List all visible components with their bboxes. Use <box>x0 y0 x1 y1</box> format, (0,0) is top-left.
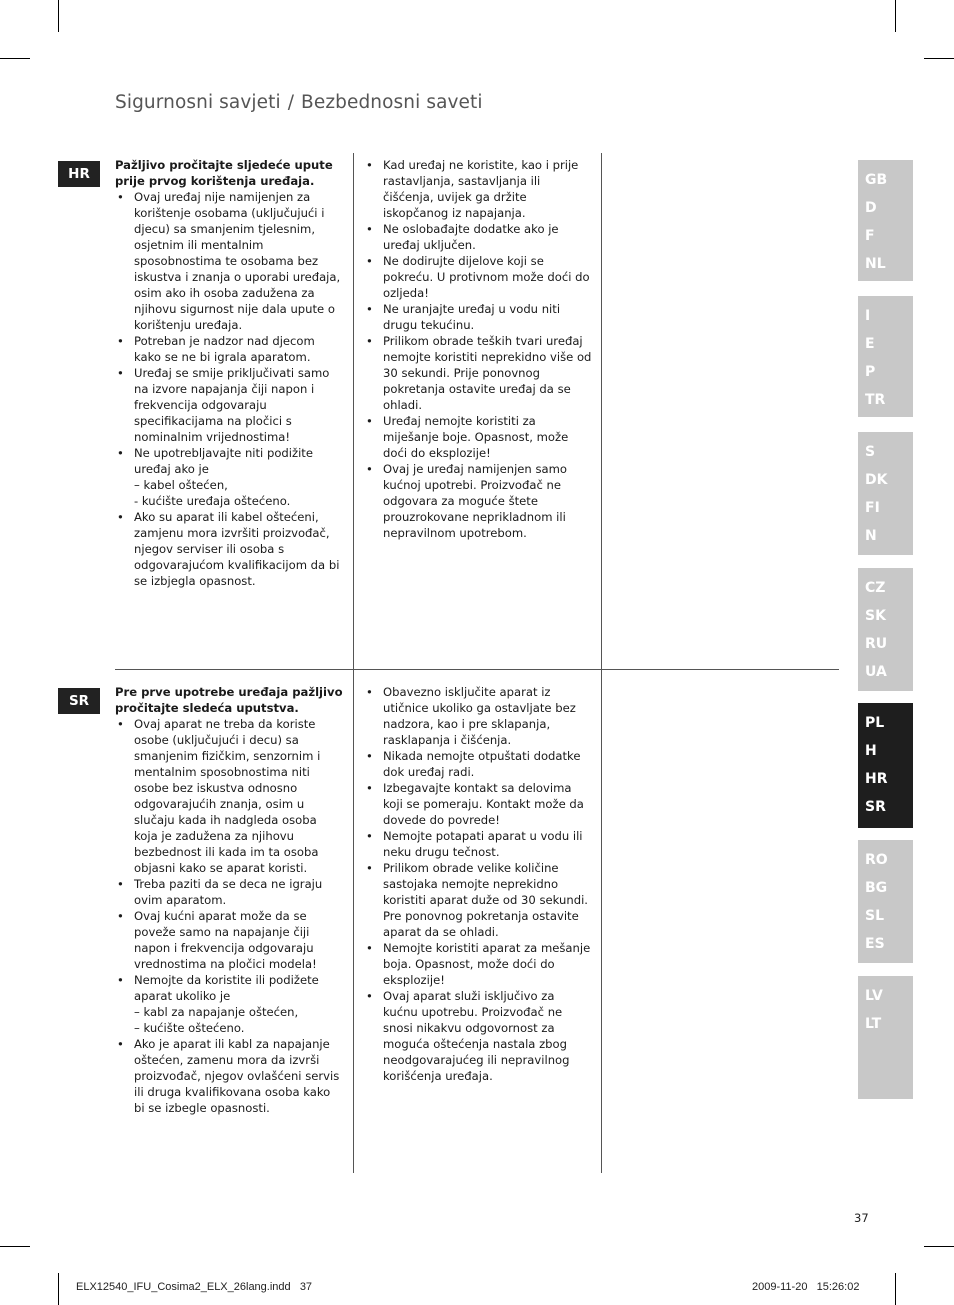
language-nav-ua[interactable]: UA <box>865 664 887 680</box>
crop-mark <box>58 1273 59 1305</box>
list-item: • Prilikom obrade teških tvari uređaj nemojte koristiti neprekidno više od 30 sekundi. Prije ponovnog pokretanja ostavite uređaj da se ohladi. <box>364 333 592 413</box>
crop-mark <box>0 1246 30 1247</box>
list-item: • Kad uređaj ne koristite, kao i prije rastavljanja, sastavljanja ili čišćenja, uvijek ga držite iskopčanog iz napajanja. <box>364 157 592 221</box>
list-item: • Potreban je nadzor nad djecom kako se ne bi igrala aparatom. <box>115 333 343 365</box>
language-nav-hr[interactable]: HR <box>865 771 888 787</box>
column-divider <box>353 153 354 669</box>
crop-mark <box>895 1273 896 1305</box>
footer-file-info: ELX12540_IFU_Cosima2_ELX_26lang.indd 37 <box>76 1281 313 1293</box>
sr-list-2 <box>364 684 592 1084</box>
language-nav-nl[interactable]: NL <box>865 256 886 272</box>
column-divider <box>601 153 602 669</box>
page-number: 37 <box>854 1211 869 1225</box>
language-nav-pl[interactable]: PL <box>865 715 885 731</box>
language-nav-sk[interactable]: SK <box>865 608 886 624</box>
sr-list-1 <box>115 716 343 1116</box>
language-nav-group-7 <box>858 976 913 1099</box>
language-nav-group-5-active <box>858 703 913 828</box>
language-nav-ro[interactable]: RO <box>865 852 888 868</box>
section-divider <box>115 669 839 670</box>
sr-column-2 <box>364 684 592 1084</box>
page-title <box>115 92 483 113</box>
list-item: • Ovaj kućni aparat može da se poveže samo na napajanje čiji napon i frekvencija odgovaraju vrednostima na pločici modela! <box>115 908 343 972</box>
hr-list-1 <box>115 189 343 589</box>
language-nav-group-6 <box>858 840 913 963</box>
language-nav-es[interactable]: ES <box>865 936 885 952</box>
language-badge-hr: HR <box>58 161 100 187</box>
language-nav-e[interactable]: E <box>865 336 875 352</box>
title-separator: / <box>287 92 295 113</box>
language-nav-gb[interactable]: GB <box>865 172 888 188</box>
language-nav-group-2 <box>858 296 913 417</box>
language-nav-cz[interactable]: CZ <box>865 580 886 596</box>
list-item: • Nikada nemojte otpuštati dodatke dok uređaj radi. <box>364 748 592 780</box>
language-nav-sr[interactable]: SR <box>865 799 886 815</box>
language-nav-fi[interactable]: FI <box>865 500 880 516</box>
list-item: • Prilikom obrade velike količine sastojaka nemojte neprekidno koristiti aparat duže od 30 sekundi. Pre ponovnog pokretanja ostavite aparat da se ohladi. <box>364 860 592 940</box>
language-nav-dk[interactable]: DK <box>865 472 888 488</box>
list-item: • Ovaj aparat ne treba da koriste osobe (uključujući i decu) sa smanjenim fizičkim, senzornim i mentalnim sposobnostima niti osobe bez iskustva odnosno odgovarajućih znanja, osim u slučaju kada ih nadgleda osoba koja je zadužena za njihovu bezbednost ili kada im ta osoba objasni kako se aparat koristi. <box>115 716 343 876</box>
list-item: • Ne oslobađajte dodatke ako je uređaj uključen. <box>364 221 592 253</box>
list-item: • Ovaj uređaj nije namijenjen za korištenje osobama (uključujući i djecu) sa smanjenim tjelesnim, osjetnim ili mentalnim sposobnostima te osobama bez iskustva i znanja o uporabi uređaja, osim ako ih osoba zadužena za njihovu sigurnost nije dala upute o korištenju uređaja. <box>115 189 343 333</box>
language-nav-ru[interactable]: RU <box>865 636 888 652</box>
language-nav-group-3 <box>858 432 913 555</box>
language-nav-bg[interactable]: BG <box>865 880 888 896</box>
title-sr: Bezbednosni saveti <box>301 92 483 113</box>
list-item: • Uređaj nemojte koristiti za miješanje boje. Opasnost, može doći do eksplozije! <box>364 413 592 461</box>
footer-date-info: 2009-11-20 15:26:02 <box>752 1281 860 1293</box>
list-item: • Nemojte koristiti aparat za mešanje boja. Opasnost, može doći do eksplozije! <box>364 940 592 988</box>
sr-intro: Pre prve upotrebe uređaja pažljivo pročitajte sledeća uputstva. <box>115 685 343 715</box>
list-item: • Ne upotrebljavajte niti podižite uređaj ako je – kabel oštećen, - kućište uređaja oštećeno. <box>115 445 343 509</box>
language-nav-p[interactable]: P <box>865 364 876 380</box>
sr-column-1 <box>115 684 343 1116</box>
language-nav-s[interactable]: S <box>865 444 876 460</box>
list-item: • Ovaj aparat služi isključivo za kućnu upotrebu. Proizvođač ne snosi nikakvu odgovornost za moguća oštećenja nastala zbog neodgovarajućeg ili nepravilnog korišćenja uređaja. <box>364 988 592 1084</box>
language-nav-sl[interactable]: SL <box>865 908 885 924</box>
hr-column-2 <box>364 157 592 541</box>
language-nav-i[interactable]: I <box>865 308 871 324</box>
column-divider <box>601 669 602 1173</box>
list-item: • Ne dodirujte dijelove koji se pokreću. U protivnom može doći do ozljeda! <box>364 253 592 301</box>
crop-mark <box>58 0 59 32</box>
crop-mark <box>924 1246 954 1247</box>
column-divider <box>353 669 354 1173</box>
hr-list-2 <box>364 157 592 541</box>
list-item: • Ne uranjajte uređaj u vodu niti drugu tekućinu. <box>364 301 592 333</box>
list-item: • Uređaj se smije priključivati samo na izvore napajanja čiji napon i frekvencija odgovaraju specifikacijama na pločici s nominalnim vrijednostima! <box>115 365 343 445</box>
hr-column-1 <box>115 157 343 589</box>
list-item: • Nemojte potapati aparat u vodu ili neku drugu tečnost. <box>364 828 592 860</box>
language-nav-lt[interactable]: LT <box>865 1016 882 1032</box>
language-badge-sr: SR <box>58 688 100 714</box>
list-item: • Treba paziti da se deca ne igraju ovim aparatom. <box>115 876 343 908</box>
list-item: • Ako je aparat ili kabl za napajanje oštećen, zamenu mora da izvrši proizvođač, njegov ovlašćeni servis ili druga kvalifikovana osoba kako bi se izbegle opasnosti. <box>115 1036 343 1116</box>
language-nav-tr[interactable]: TR <box>865 392 886 408</box>
crop-mark <box>0 58 30 59</box>
language-nav-n[interactable]: N <box>865 528 877 544</box>
list-item: • Nemojte da koristite ili podižete aparat ukoliko je – kabl za napajanje oštećen, – kućište oštećeno. <box>115 972 343 1036</box>
list-item: • Obavezno isključite aparat iz utičnice ukoliko ga ostavljate bez nadzora, kao i pre sklapanja, rasklapanja i čišćenja. <box>364 684 592 748</box>
title-hr: Sigurnosni savjeti <box>115 92 281 113</box>
list-item: • Ovaj je uređaj namijenjen samo kućnoj upotrebi. Proizvođač ne odgovara za moguće štete prouzrokovane neprikladnom ili nepravilnom upotrebom. <box>364 461 592 541</box>
language-nav-group-1 <box>858 160 913 281</box>
crop-mark <box>924 58 954 59</box>
language-nav-d[interactable]: D <box>865 200 877 216</box>
list-item: • Izbegavajte kontakt sa delovima koji se pomeraju. Kontakt može da dovede do povrede! <box>364 780 592 828</box>
language-nav-h[interactable]: H <box>865 743 877 759</box>
list-item: • Ako su aparat ili kabel oštećeni, zamjenu mora izvršiti proizvođač, njegov serviser ili osoba s odgovarajućom kvalifikacijom da bi se izbjegla opasnost. <box>115 509 343 589</box>
language-nav-group-4 <box>858 568 913 691</box>
crop-mark <box>895 0 896 32</box>
hr-intro: Pažljivo pročitajte sljedeće upute prije prvog korištenja uređaja. <box>115 158 333 188</box>
language-nav-f[interactable]: F <box>865 228 875 244</box>
language-nav-lv[interactable]: LV <box>865 988 883 1004</box>
